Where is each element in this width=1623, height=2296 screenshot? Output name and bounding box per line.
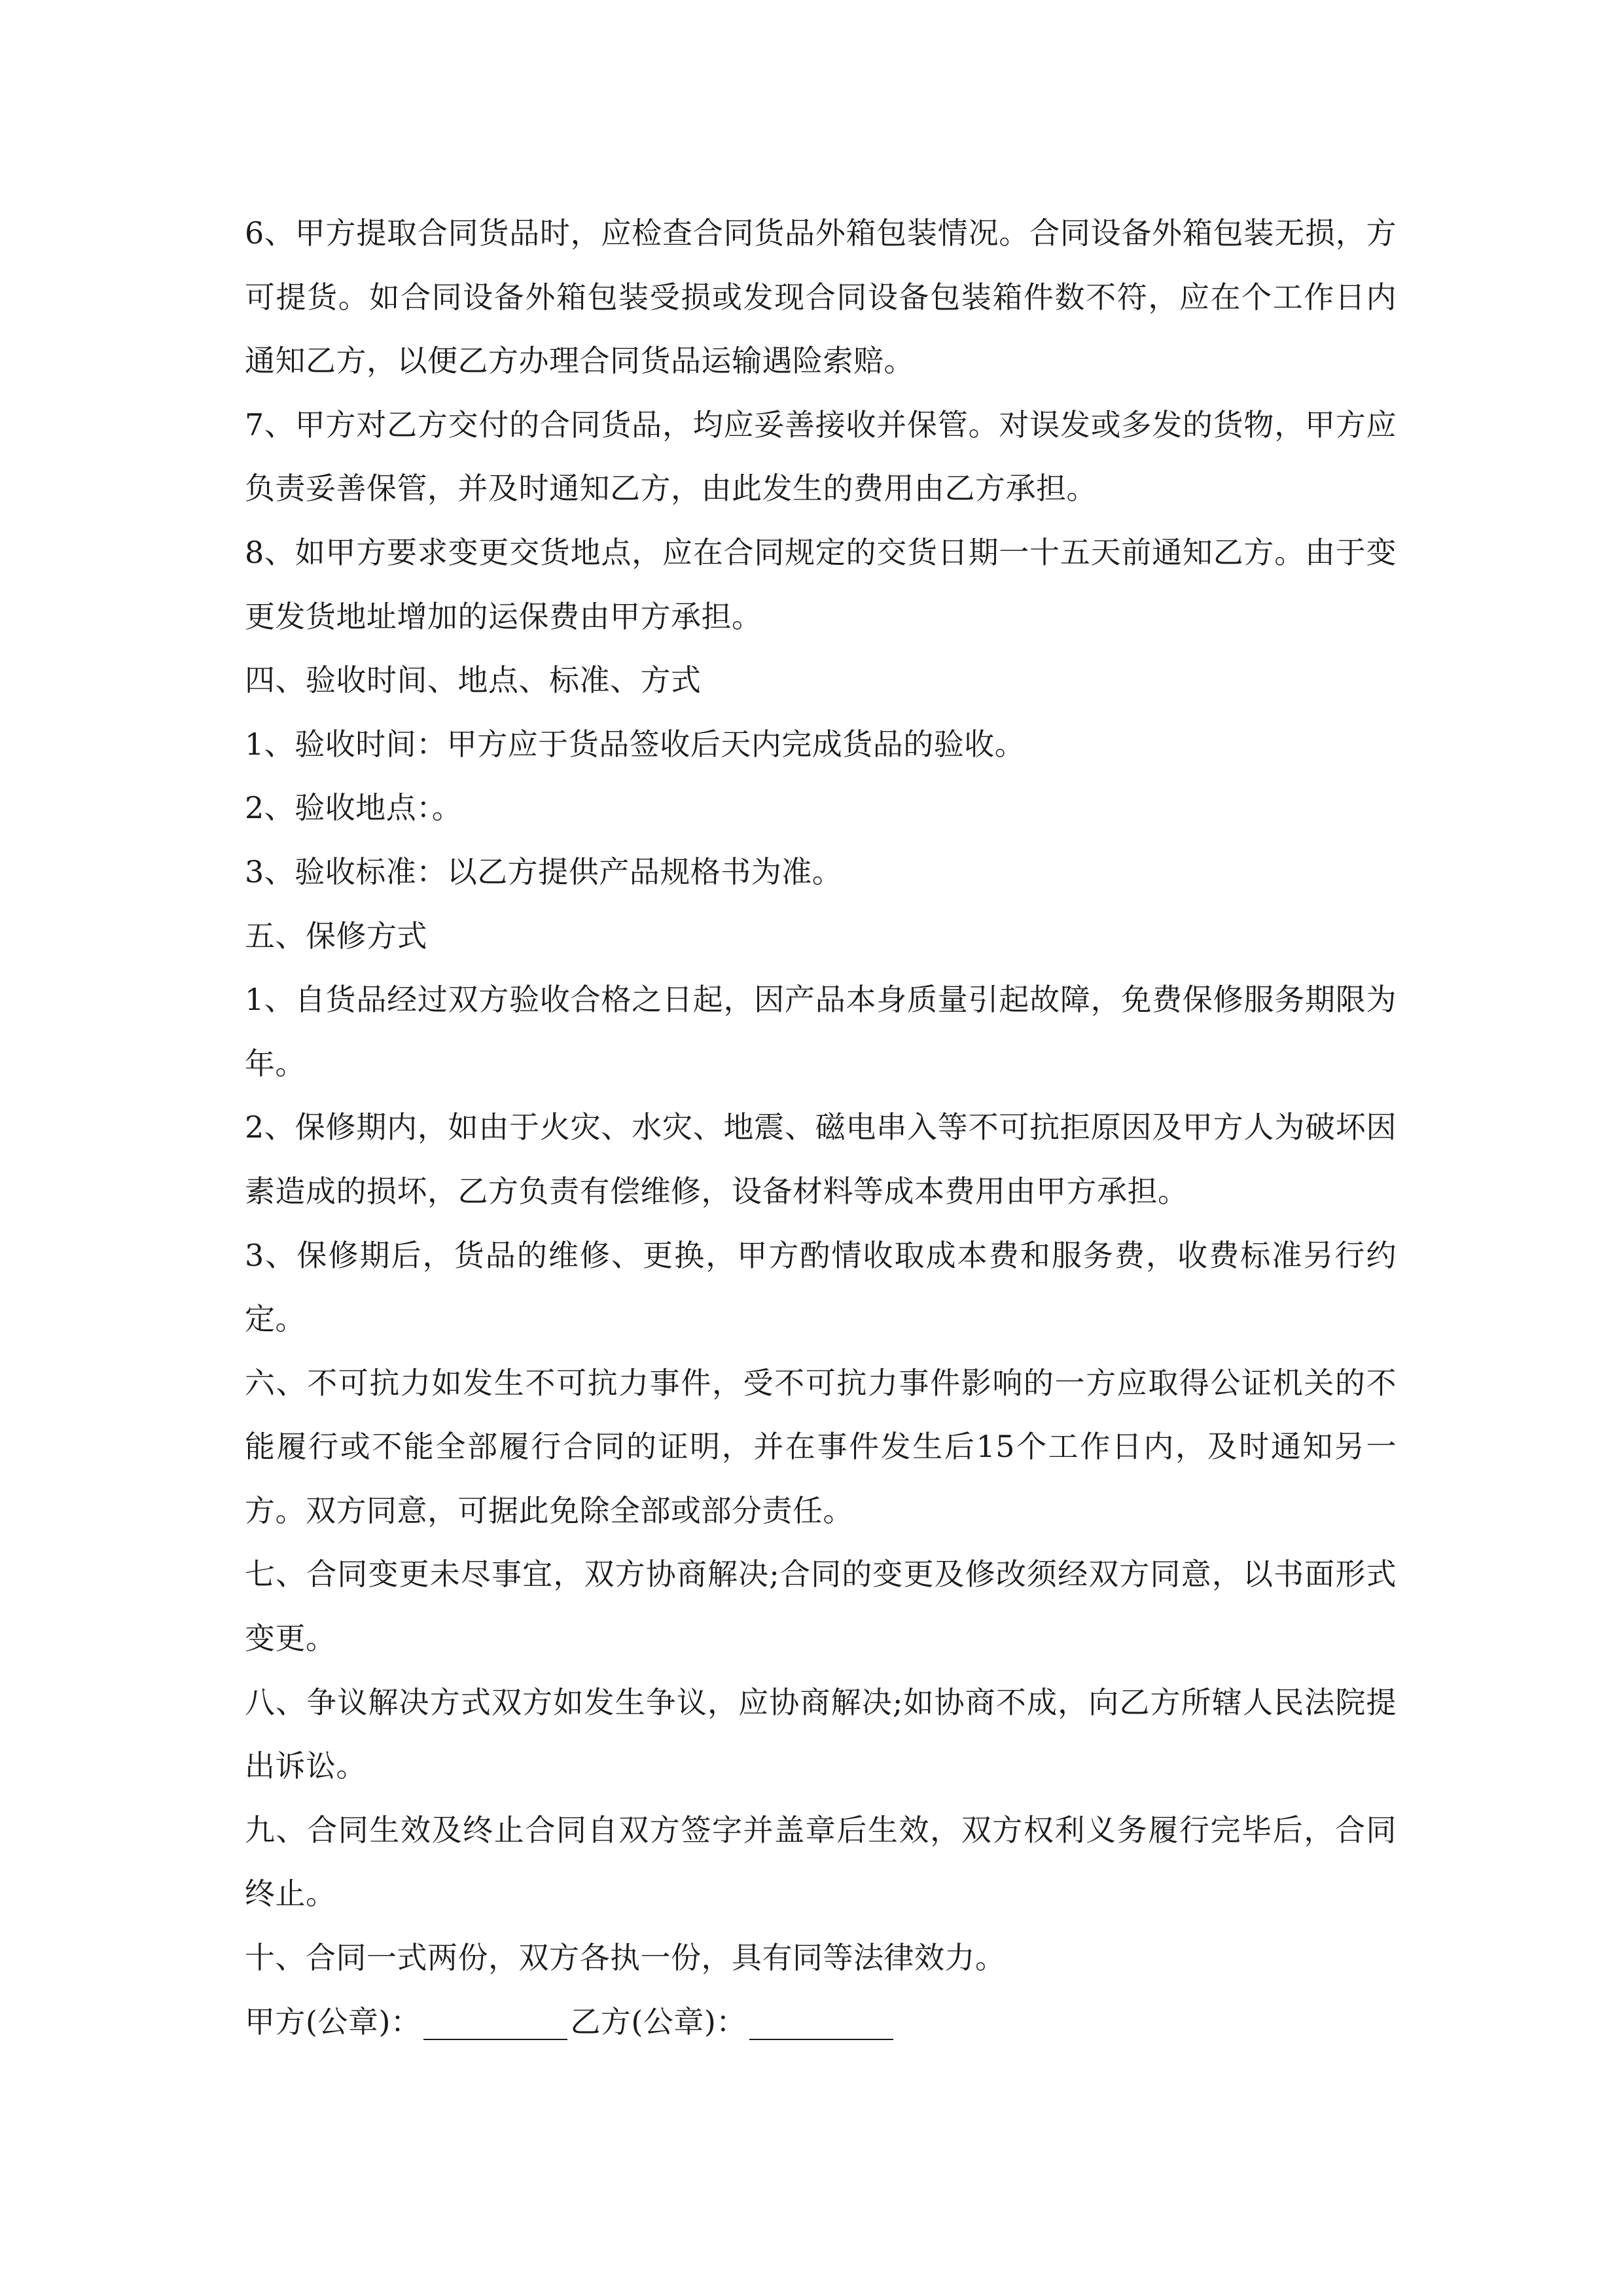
contract-change-paragraph: 七、合同变更未尽事宜，双方协商解决;合同的变更及修改须经双方同意，以书面形式变更。 [245,1556,1397,1657]
inspection-time-paragraph: 1、验收时间：甲方应于货品签收后天内完成货品的验收。 [245,726,1026,762]
section-5-heading: 五、保修方式 [245,918,427,954]
inspection-standard-paragraph: 3、验收标准：以乙方提供产品规格书为准。 [245,853,843,889]
effectiveness-paragraph: 九、合同生效及终止合同自双方签字并盖章后生效，双方权利义务履行完毕后，合同终止。 [245,1812,1397,1912]
inspection-location-paragraph: 2、验收地点：。 [245,790,463,826]
party-a-label: 甲方(公章)： [245,2003,421,2039]
clause-6-paragraph: 6、甲方提取合同货品时，应检查合同货品外箱包装情况。合同设备外箱包装无损，方可提货。如合同设备外箱包装受损或发现合同设备包装箱件数不符，应在个工作日内通知乙方，以便乙方办理合同货品运输遇险索赔。 [245,215,1397,379]
dispute-resolution-paragraph: 八、争议解决方式双方如发生争议，应协商解决;如协商不成，向乙方所辖人民法院提出诉讼。 [245,1684,1397,1784]
warranty-3-paragraph: 3、保修期后，货品的维修、更换，甲方酌情收取成本费和服务费，收费标准另行约定。 [245,1237,1397,1337]
warranty-2-paragraph: 2、保修期内，如由于火灾、水灾、地震、磁电串入等不可抗拒原因及甲方人为破坏因素造成的损坏，乙方负责有偿维修，设备材料等成本费用由甲方承担。 [245,1109,1397,1209]
party-a-blank [423,2037,567,2040]
copies-paragraph: 十、合同一式两份，双方各执一份，具有同等法律效力。 [245,1940,1006,1976]
clause-8-paragraph: 8、如甲方要求变更交货地点，应在合同规定的交货日期一十五天前通知乙方。由于变更发货地址增加的运保费由甲方承担。 [245,534,1397,634]
warranty-1-paragraph: 1、自货品经过双方验收合格之日起，因产品本身质量引起故障，免费保修服务期限为年。 [245,982,1397,1081]
clause-7-paragraph: 7、甲方对乙方交付的合同货品，均应妥善接收并保管。对误发或多发的货物，甲方应负责妥善保管，并及时通知乙方，由此发生的费用由乙方承担。 [245,406,1397,507]
party-b-label: 乙方(公章)： [570,2003,747,2039]
signature-line [245,1990,1397,2054]
party-b-blank [749,2037,893,2040]
section-4-heading: 四、验收时间、地点、标准、方式 [245,662,702,698]
force-majeure-paragraph: 六、不可抗力如发生不可抗力事件，受不可抗力事件影响的一方应取得公证机关的不能履行或不能全部履行合同的证明，并在事件发生后15个工作日内，及时通知另一方。双方同意，可据此免除全部或部分责任。 [245,1365,1397,1528]
document-page [245,202,1397,2054]
